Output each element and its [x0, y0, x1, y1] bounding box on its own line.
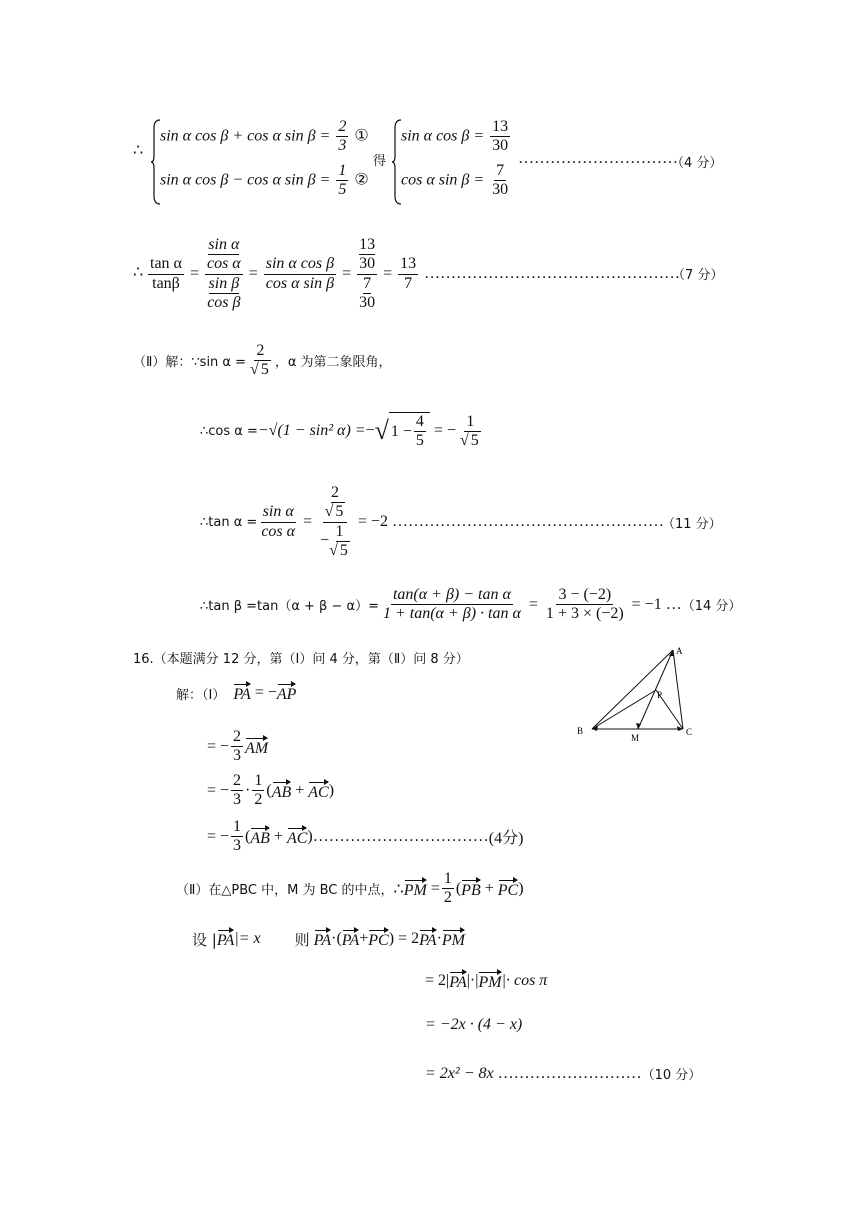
- fraction-numerator: 2: [231, 728, 243, 747]
- equals-minus: = −: [207, 737, 230, 755]
- cos-inner-fraction: [414, 413, 426, 451]
- dot-operator: ·: [436, 930, 442, 947]
- step3-expression: = 2x² − 8x: [425, 1064, 494, 1082]
- part2-intro: [133, 342, 392, 380]
- equals-sign: =: [430, 879, 440, 897]
- q16-step-1: [425, 970, 547, 992]
- circled-2-marker: ②: [354, 171, 369, 189]
- fraction-denominator: 3: [338, 137, 347, 155]
- label-c: C: [686, 727, 693, 737]
- score-label: (4分): [488, 830, 524, 848]
- fraction-denominator: 5: [338, 181, 347, 199]
- q16-line-3: [207, 772, 334, 810]
- result-2-fraction: [490, 162, 510, 200]
- one-half-fraction: [442, 870, 454, 908]
- vector-ac: AC: [308, 780, 328, 802]
- label-p: P: [657, 690, 663, 700]
- vector-pa: PA: [314, 928, 331, 950]
- tan-beta-prefix: ∴tan β =tan（α + β − α）=: [200, 599, 379, 615]
- score-label: （10 分）: [641, 1068, 702, 1083]
- fraction-denominator: 7: [404, 274, 413, 292]
- set-prefix: 设 |: [192, 930, 217, 949]
- cos-result-fraction: $\frac{1}{√ 5}$: [459, 412, 479, 449]
- numeric-compound-fraction: [357, 236, 377, 313]
- cos-prefix: ∴cos α =: [200, 423, 258, 439]
- q16-part2-intro: [176, 870, 524, 908]
- therefore-symbol: ∴: [133, 142, 144, 159]
- equals-sign: =: [433, 422, 443, 440]
- score-label: （4 分）: [671, 156, 723, 171]
- q16-set-line: [192, 928, 465, 950]
- vector-pa: PA: [449, 970, 466, 992]
- vector-ac: AC: [287, 826, 307, 848]
- sin-beta: sin β: [209, 275, 240, 294]
- tan-prefix: ∴tan α =: [200, 514, 258, 530]
- vector-ab: AB: [272, 780, 292, 802]
- circled-1-marker: ①: [354, 127, 369, 145]
- cos-alpha: cos α: [206, 255, 241, 273]
- equals-minus: = −: [207, 781, 230, 799]
- sqrt-radicand: 5: [335, 503, 344, 521]
- tan-value-fraction: 2 √ 5 − 1 √ 5: [320, 483, 348, 559]
- one-third-fraction: [231, 818, 243, 856]
- close-paren: ): [518, 879, 524, 897]
- fraction-numerator: 2: [254, 342, 266, 361]
- sqrt-radicand: 5: [339, 541, 348, 559]
- fraction-numerator: 4: [414, 413, 426, 432]
- fraction-numerator: 13: [398, 255, 418, 274]
- plus-sign: +: [295, 781, 305, 799]
- fraction-denominator: 5: [415, 432, 424, 450]
- vector-pm: PM: [442, 928, 465, 950]
- question-16-title: 16.（本题满分 12 分，第（Ⅰ）问 4 分，第（Ⅱ）问 8 分）: [133, 652, 469, 667]
- open-paren: (: [455, 879, 462, 897]
- fraction-denominator: 3: [233, 747, 242, 765]
- fraction-denominator: 3: [233, 791, 242, 809]
- therefore-symbol: ∴: [133, 264, 144, 281]
- close-paren: ): [307, 827, 313, 845]
- fraction-numerator: 2: [231, 772, 243, 791]
- fraction-denominator: 1 + 3 × (−2): [545, 605, 624, 623]
- vector-pm: PM: [478, 970, 501, 992]
- vector-ap: AP: [277, 682, 297, 704]
- tan-result: = −2: [357, 513, 388, 530]
- triangle-diagram: [572, 640, 702, 746]
- result-2-lhs: cos α sin β =: [401, 171, 485, 189]
- vector-pm: PM: [404, 878, 427, 900]
- part2-intro-suffix: ，α 为第二象限角，: [274, 355, 392, 371]
- compound-fraction: [205, 236, 243, 313]
- vector-pa: PA: [342, 928, 359, 950]
- tan-beta-numeric-fraction: [544, 586, 626, 624]
- leader-dots: …………………………: [518, 150, 678, 167]
- result-1: [401, 118, 512, 156]
- close-equals-2: ) = 2: [388, 930, 420, 947]
- equation-1: [160, 118, 369, 156]
- score-label: （11 分）: [662, 517, 722, 532]
- tan-beta-line: ∴tan β =tan（α + β − α）= $\frac{\text{tan(α + β) − tan α}}{\text{1 + tan(α + β) · tan α}}$ = $\frac{3 - (-2)}{1 + 3 \times (-2)}$ = −1 … （14 分）: [200, 586, 742, 623]
- sqrt-radicand: 5: [260, 361, 269, 379]
- cos-beta: cos β: [207, 293, 241, 311]
- label-b: B: [577, 726, 584, 736]
- q16-line-4: [207, 818, 523, 856]
- vector-am: AM: [245, 736, 268, 758]
- equation-2-fraction: [336, 162, 348, 200]
- equation-1-fraction: [336, 118, 348, 156]
- equation-1-lhs: sin α cos β + cos α sin β =: [160, 127, 331, 145]
- step1-prefix: = 2|: [425, 972, 450, 989]
- vector-pa: PA: [419, 928, 436, 950]
- one-half-fraction: [252, 772, 264, 810]
- equals-minus: = −: [254, 684, 277, 701]
- arrow-m-icon: [636, 723, 641, 729]
- tan-line: ∴tan α = $\frac{\text{sin α}}{\text{cos α}}$ = 2 √ 5 − 1 √ 5 = −2 ……………………………………………: [200, 483, 664, 559]
- open-paren: (: [266, 781, 272, 799]
- numerator-1: 1: [336, 523, 344, 542]
- open-paren: (: [245, 827, 251, 845]
- fraction-denominator: 1 + tan(α + β) · tan α: [382, 605, 521, 623]
- two-thirds-fraction: [231, 728, 243, 766]
- result-2: [401, 162, 512, 200]
- denominator-30: 30: [359, 293, 376, 311]
- fraction-numerator: 1: [231, 818, 243, 837]
- vector-pc: PC: [498, 878, 518, 900]
- q16-line-1: [176, 682, 296, 704]
- fraction-numerator: sin α: [261, 503, 296, 522]
- minus-sign: −: [365, 422, 375, 440]
- plus-sign: +: [273, 827, 283, 845]
- step1-middle: |·|: [466, 972, 479, 989]
- plus-sign: +: [359, 930, 369, 947]
- leader-dots: ……………………………………………: [391, 513, 664, 530]
- therefore-symbol: ∴: [393, 880, 404, 898]
- tan-beta-result: = −1: [631, 595, 662, 613]
- numerator-13: 13: [359, 236, 375, 255]
- part2-intro-prefix: （Ⅱ）解：∵sin α =: [133, 355, 247, 371]
- fraction-numerator: sin α cos β: [264, 255, 336, 274]
- numerator-2: 2: [331, 484, 339, 503]
- q16-step-3: [425, 1064, 701, 1083]
- vector-pc: PC: [368, 928, 388, 950]
- vector-pa: PA: [217, 928, 234, 950]
- then-label: 则: [294, 930, 310, 949]
- step1-suffix: |· cos π: [501, 972, 548, 989]
- vector-ab: AB: [250, 826, 270, 848]
- fraction-numerator: tan α: [148, 255, 184, 274]
- fraction-denominator: cos α: [261, 522, 296, 540]
- equals-minus: = −: [207, 827, 230, 845]
- sqrt-radicand: 5: [470, 431, 479, 449]
- vector-pb: PB: [461, 878, 481, 900]
- leader-dots: ……………………………: [312, 827, 489, 845]
- result-1-lhs: sin α cos β =: [401, 127, 485, 145]
- q16-step-2: = −2x · (4 − x): [425, 1016, 523, 1033]
- numerator-7: 7: [363, 275, 371, 294]
- leader-dots: …: [665, 595, 682, 613]
- label-a: A: [676, 646, 683, 656]
- set-suffix: |= x: [234, 930, 261, 947]
- sin-alpha: sin α: [208, 236, 239, 255]
- fraction-denominator: cos α sin β: [265, 274, 335, 292]
- plus-sign: +: [484, 879, 494, 897]
- de-label: 得: [373, 154, 387, 169]
- solution-label: 解：（Ⅰ）: [176, 687, 226, 703]
- dot-operator: ·: [245, 781, 251, 799]
- close-paren: ): [328, 781, 335, 799]
- score-label: （14 分）: [681, 599, 742, 615]
- triangle-figure: [572, 640, 702, 751]
- fraction-numerator: 1: [252, 772, 264, 791]
- tan-ratio-lhs: [148, 255, 184, 293]
- leader-dots: …………………………………………: [424, 265, 681, 282]
- median-am: [638, 650, 673, 729]
- fraction-numerator: 2: [336, 118, 348, 137]
- fraction-numerator: tan(α + β) − tan α: [391, 586, 513, 605]
- sin-value-fraction: $\frac{2}{√ 5}$: [250, 342, 269, 379]
- tan-beta-formula-fraction: [381, 586, 523, 624]
- sincos-fraction: [264, 255, 336, 293]
- tan-ratio-equation: $\frac{\text{tan α}}{\tan\beta}$ = sin α cos α sin β cos β = $\frac{\text{sin α cos β}}{\text{cos α sin β}}$ = $\frac{\frac{13}{30}}{\frac{7}{30}}$ = $\frac{13}{7}$ …………………………………………: [150, 235, 681, 311]
- fraction-numerator: 1: [442, 870, 454, 889]
- dot-open: ·(: [331, 930, 342, 947]
- result-fraction: [398, 255, 418, 293]
- fraction-numerator: 1: [464, 413, 476, 432]
- leader-dots: ………………………: [497, 1064, 642, 1082]
- label-m: M: [631, 733, 640, 743]
- fraction-numerator: 3 − (−2): [556, 586, 613, 605]
- fraction-denominator: 30: [492, 181, 509, 199]
- cos-root-expression: −√(1 − sin² α) =: [257, 422, 366, 440]
- fraction-denominator: 2: [254, 791, 263, 809]
- score-label: （7 分）: [672, 268, 724, 283]
- part2-prefix: （Ⅱ）在△PBC 中，M 为 BC 的中点，: [176, 883, 394, 899]
- cos-line: ∴cos α = −√(1 − sin² α) = − √ 1 − $\frac{4}{5}$ = − $\frac{1}{√ 5}$: [200, 412, 485, 451]
- two-thirds-fraction: [231, 772, 243, 810]
- fraction-denominator: 3: [233, 837, 242, 855]
- denominator-30: 30: [359, 255, 376, 273]
- fraction-denominator: tanβ: [152, 274, 180, 292]
- fraction-denominator: 30: [492, 137, 509, 155]
- fraction-numerator: 7: [494, 162, 506, 181]
- fraction-denominator: 2: [443, 889, 452, 907]
- equation-2-lhs: sin α cos β − cos α sin β =: [160, 171, 331, 189]
- equation-2: [160, 162, 369, 200]
- result-1-fraction: [490, 118, 510, 156]
- fraction-numerator: 1: [336, 162, 348, 181]
- fraction-numerator: 13: [490, 118, 510, 137]
- vector-pa: PA: [233, 682, 250, 704]
- q16-line-2: [207, 728, 268, 766]
- tan-def-fraction: [259, 503, 297, 541]
